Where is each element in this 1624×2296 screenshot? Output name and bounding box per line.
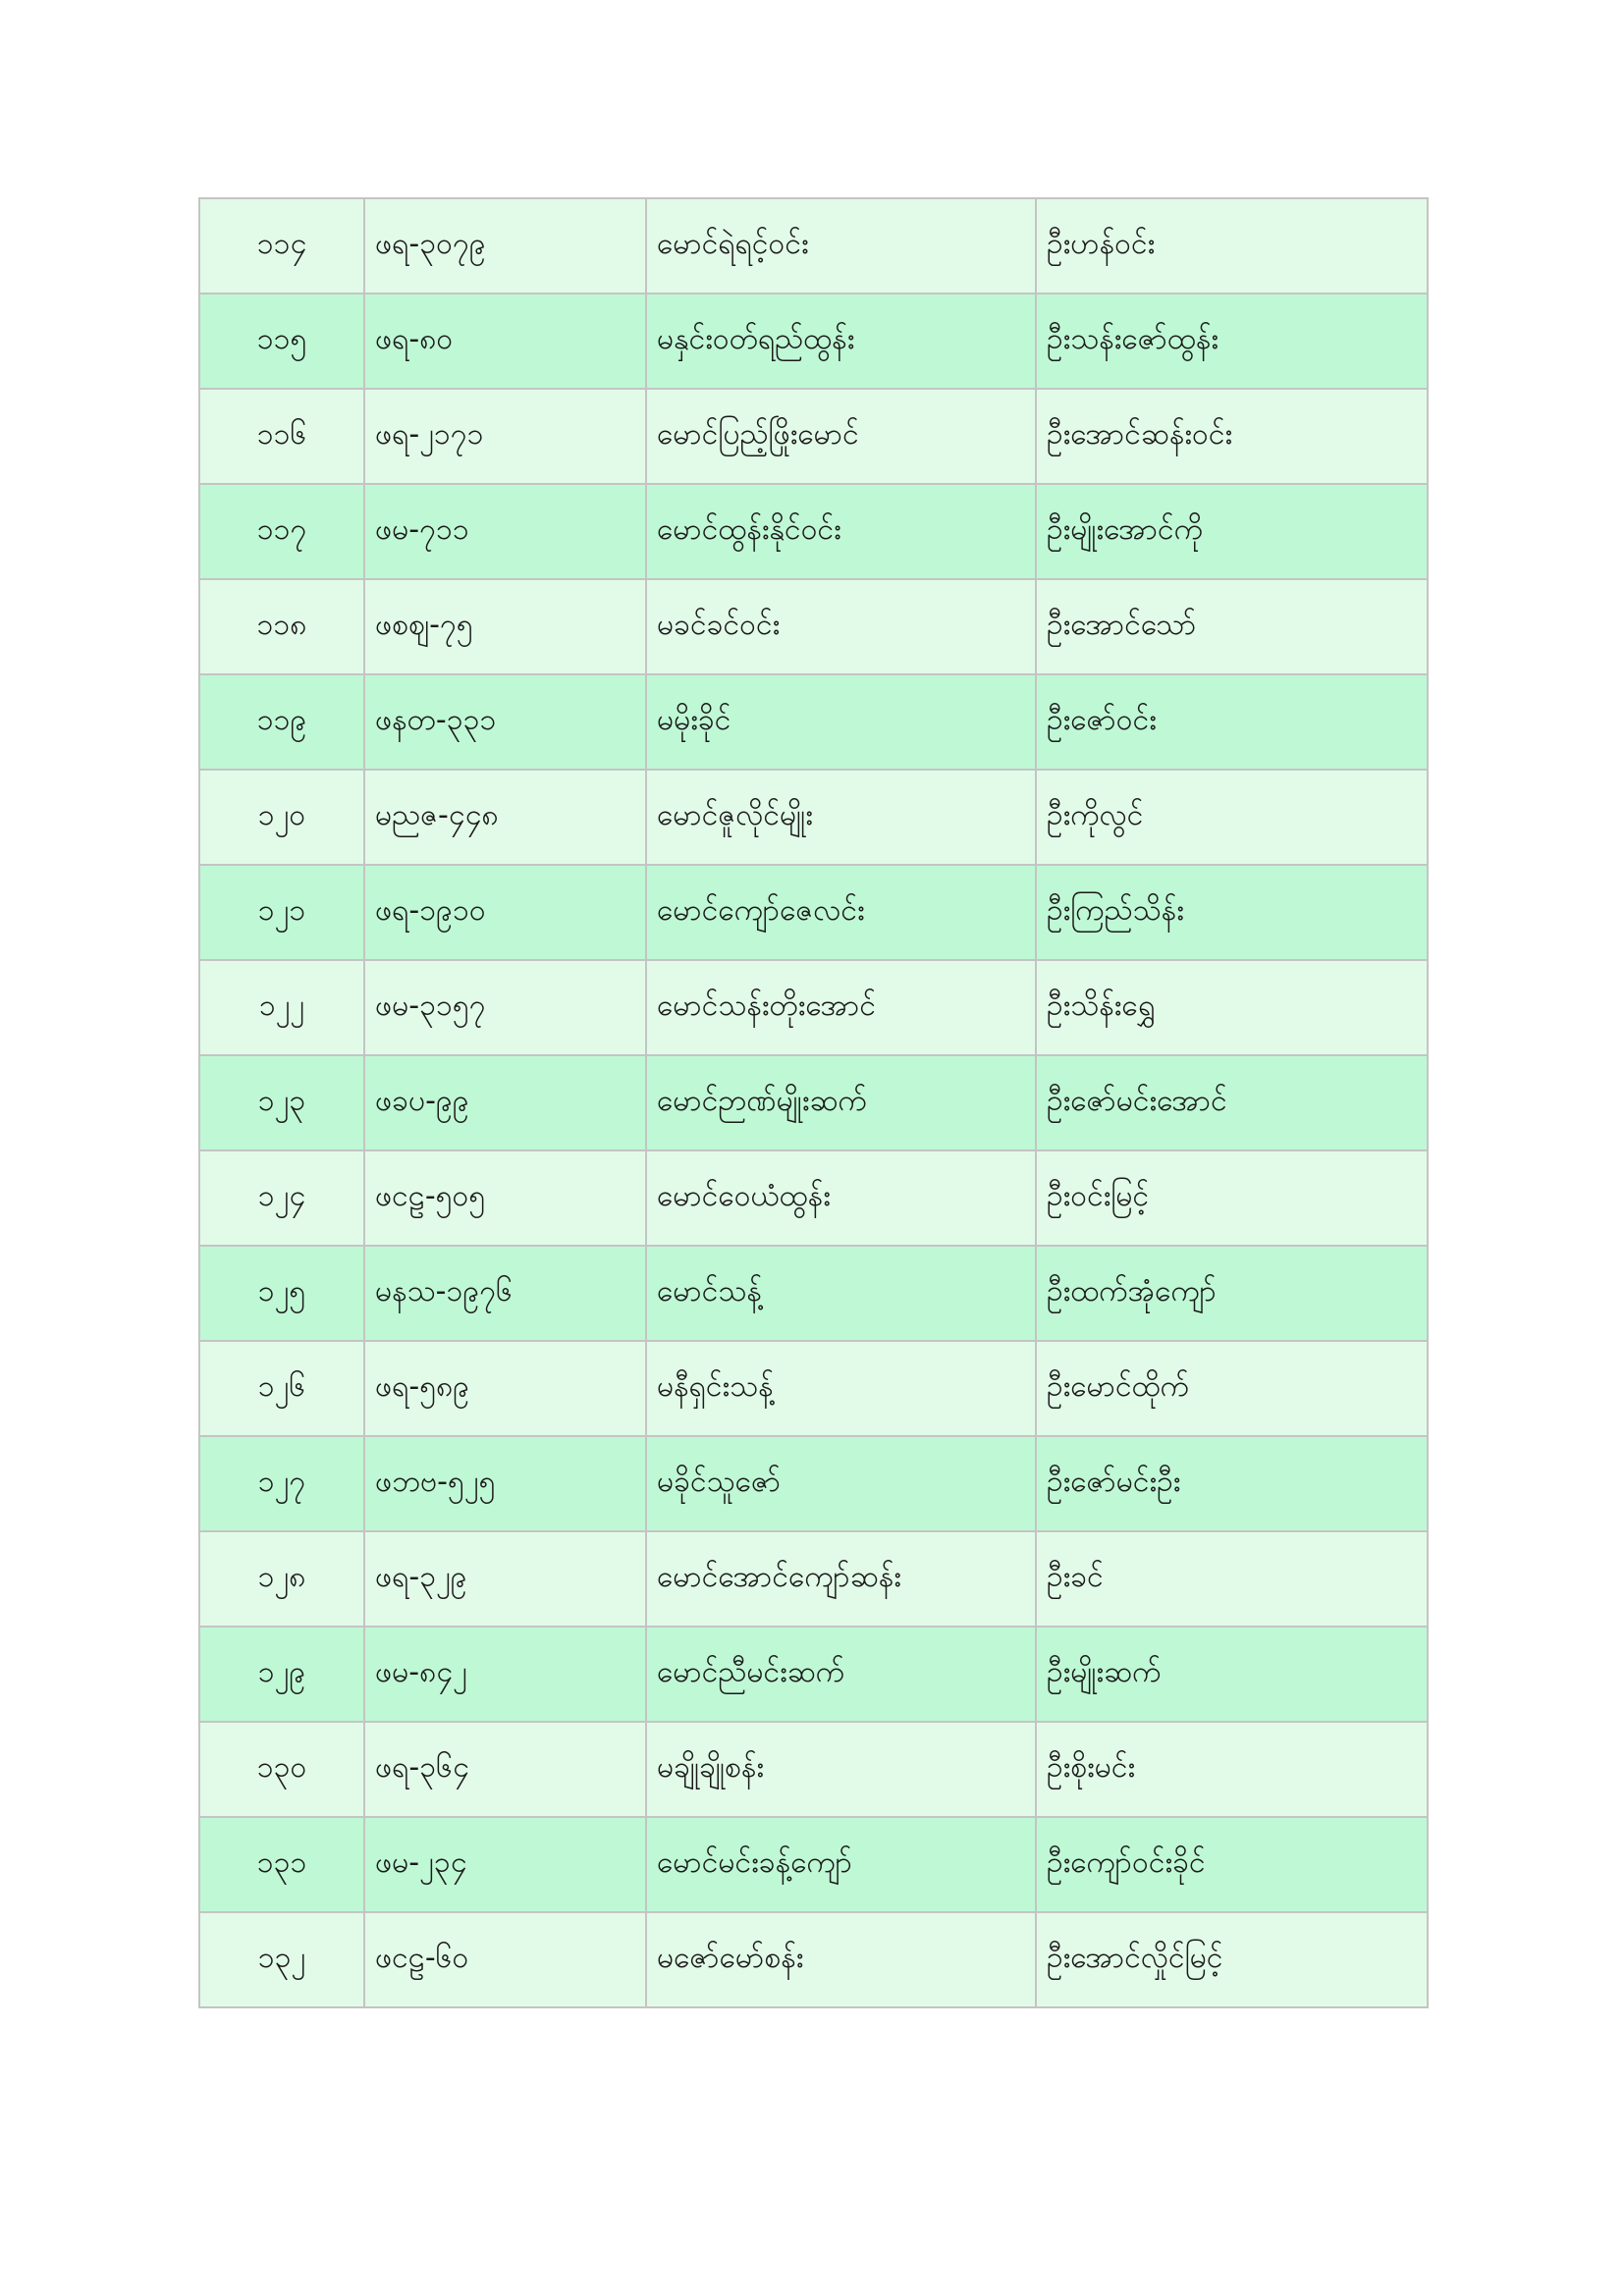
table-row (199, 1722, 1428, 1817)
table-row (199, 770, 1428, 865)
registration-number: ဖမ-၂၃၄ (364, 1817, 646, 1912)
student-name: မချိုချိုစန်း (646, 1722, 1036, 1817)
registration-number: ဖစဈ-၇၅ (364, 579, 646, 674)
father-name: ဦးမောင်ထိုက် (1036, 1341, 1428, 1436)
father-name: ဦးအောင်လှိုင်မြင့် (1036, 1912, 1428, 2007)
serial-number: ၁၂၁ (199, 865, 364, 960)
student-name: မောင်ပြည့်ဖြိုးမောင် (646, 389, 1036, 484)
father-name: ဦးခင် (1036, 1531, 1428, 1627)
student-name: မောင်ထွန်းနိုင်ဝင်း (646, 484, 1036, 579)
father-name: ဦးကိုလွင် (1036, 770, 1428, 865)
student-name: မောင်သန်းတိုးအောင် (646, 960, 1036, 1055)
serial-number: ၁၂၉ (199, 1627, 364, 1722)
father-name: ဦးဇော်ဝင်း (1036, 674, 1428, 770)
table-row (199, 1436, 1428, 1531)
father-name: ဦးအောင်ဆန်းဝင်း (1036, 389, 1428, 484)
father-name: ဦးအောင်သော် (1036, 579, 1428, 674)
serial-number: ၁၂၂ (199, 960, 364, 1055)
father-name: ဦးသိန်းရွှေ (1036, 960, 1428, 1055)
registration-number: ဖငဠ-၆၀ (364, 1912, 646, 2007)
serial-number: ၁၂၀ (199, 770, 364, 865)
registration-number: ဖမ-၃၁၅၇ (364, 960, 646, 1055)
student-name: မောင်ကျော်ဇေလင်း (646, 865, 1036, 960)
registration-number: မညဇ-၄၄၈ (364, 770, 646, 865)
table-row (199, 294, 1428, 389)
table-row (199, 1817, 1428, 1912)
student-name: မခင်ခင်ဝင်း (646, 579, 1036, 674)
table-row (199, 1627, 1428, 1722)
registration-number: ဖခပ-၉၉ (364, 1055, 646, 1150)
student-name: မနီရှင်းသန့် (646, 1341, 1036, 1436)
father-name: ဦးထက်အုံကျော် (1036, 1246, 1428, 1341)
father-name: ဦးစိုးမင်း (1036, 1722, 1428, 1817)
registration-number: ဖမ-၇၁၁ (364, 484, 646, 579)
registration-number: ဖရ-၃၆၄ (364, 1722, 646, 1817)
serial-number: ၁၂၄ (199, 1150, 364, 1246)
registration-number: ဖရ-၂၁၇၁ (364, 389, 646, 484)
registration-number: ဖရ-၃၂၉ (364, 1531, 646, 1627)
registration-number: ဖနတ-၃၃၁ (364, 674, 646, 770)
serial-number: ၁၂၈ (199, 1531, 364, 1627)
registration-number: ဖရ-၃၀၇၉ (364, 198, 646, 294)
student-name: မခိုင်သူဇော် (646, 1436, 1036, 1531)
registration-number: ဖရ-၅၈၉ (364, 1341, 646, 1436)
table-row (199, 865, 1428, 960)
serial-number: ၁၁၉ (199, 674, 364, 770)
table-row (199, 1912, 1428, 2007)
father-name: ဦးဇော်မင်းအောင် (1036, 1055, 1428, 1150)
father-name: ဦးဇော်မင်းဦး (1036, 1436, 1428, 1531)
student-name: မောင်သန့် (646, 1246, 1036, 1341)
student-list-table (198, 197, 1429, 2008)
student-name: မောင်မင်းခန့်ကျော် (646, 1817, 1036, 1912)
student-name: မောင်ညီမင်းဆက် (646, 1627, 1036, 1722)
table-row (199, 674, 1428, 770)
student-name: မောင်အောင်ကျော်ဆန်း (646, 1531, 1036, 1627)
serial-number: ၁၂၇ (199, 1436, 364, 1531)
student-name: မဇော်မော်စန်း (646, 1912, 1036, 2007)
student-name: မောင်ရဲရင့်ဝင်း (646, 198, 1036, 294)
table-row (199, 1341, 1428, 1436)
serial-number: ၁၁၈ (199, 579, 364, 674)
table-row (199, 1531, 1428, 1627)
table-row (199, 198, 1428, 294)
father-name: ဦးမျိုးအောင်ကို (1036, 484, 1428, 579)
registration-number: ဖငဠ-၅၀၅ (364, 1150, 646, 1246)
serial-number: ၁၁၆ (199, 389, 364, 484)
student-name: မောင်ဝေယံထွန်း (646, 1150, 1036, 1246)
serial-number: ၁၂၃ (199, 1055, 364, 1150)
table-row (199, 960, 1428, 1055)
serial-number: ၁၁၅ (199, 294, 364, 389)
father-name: ဦးကြည်သိန်း (1036, 865, 1428, 960)
serial-number: ၁၂၅ (199, 1246, 364, 1341)
father-name: ဦးဝင်းမြင့် (1036, 1150, 1428, 1246)
serial-number: ၁၁၇ (199, 484, 364, 579)
registration-number: ဖမ-၈၄၂ (364, 1627, 646, 1722)
student-name: မနှင်းဝတ်ရည်ထွန်း (646, 294, 1036, 389)
father-name: ဦးဟန်ဝင်း (1036, 198, 1428, 294)
registration-number: ဖရ-၈၀ (364, 294, 646, 389)
student-name: မောင်ဉာဏ်မျိုးဆက် (646, 1055, 1036, 1150)
father-name: ဦးသန်းဇော်ထွန်း (1036, 294, 1428, 389)
father-name: ဦးကျော်ဝင်းခိုင် (1036, 1817, 1428, 1912)
table-body (199, 198, 1428, 2007)
table-row (199, 579, 1428, 674)
table-row (199, 484, 1428, 579)
serial-number: ၁၁၄ (199, 198, 364, 294)
table-row (199, 389, 1428, 484)
serial-number: ၁၃၁ (199, 1817, 364, 1912)
table-row (199, 1150, 1428, 1246)
student-name: မမိုးခိုင် (646, 674, 1036, 770)
serial-number: ၁၃၀ (199, 1722, 364, 1817)
serial-number: ၁၃၂ (199, 1912, 364, 2007)
registration-number: မနသ-၁၉၇၆ (364, 1246, 646, 1341)
student-name: မောင်ဇူလိုင်မျိုး (646, 770, 1036, 865)
table-row (199, 1055, 1428, 1150)
father-name: ဦးမျိုးဆက် (1036, 1627, 1428, 1722)
table-row (199, 1246, 1428, 1341)
registration-number: ဖဘဗ-၅၂၅ (364, 1436, 646, 1531)
registration-number: ဖရ-၁၉၁၀ (364, 865, 646, 960)
serial-number: ၁၂၆ (199, 1341, 364, 1436)
